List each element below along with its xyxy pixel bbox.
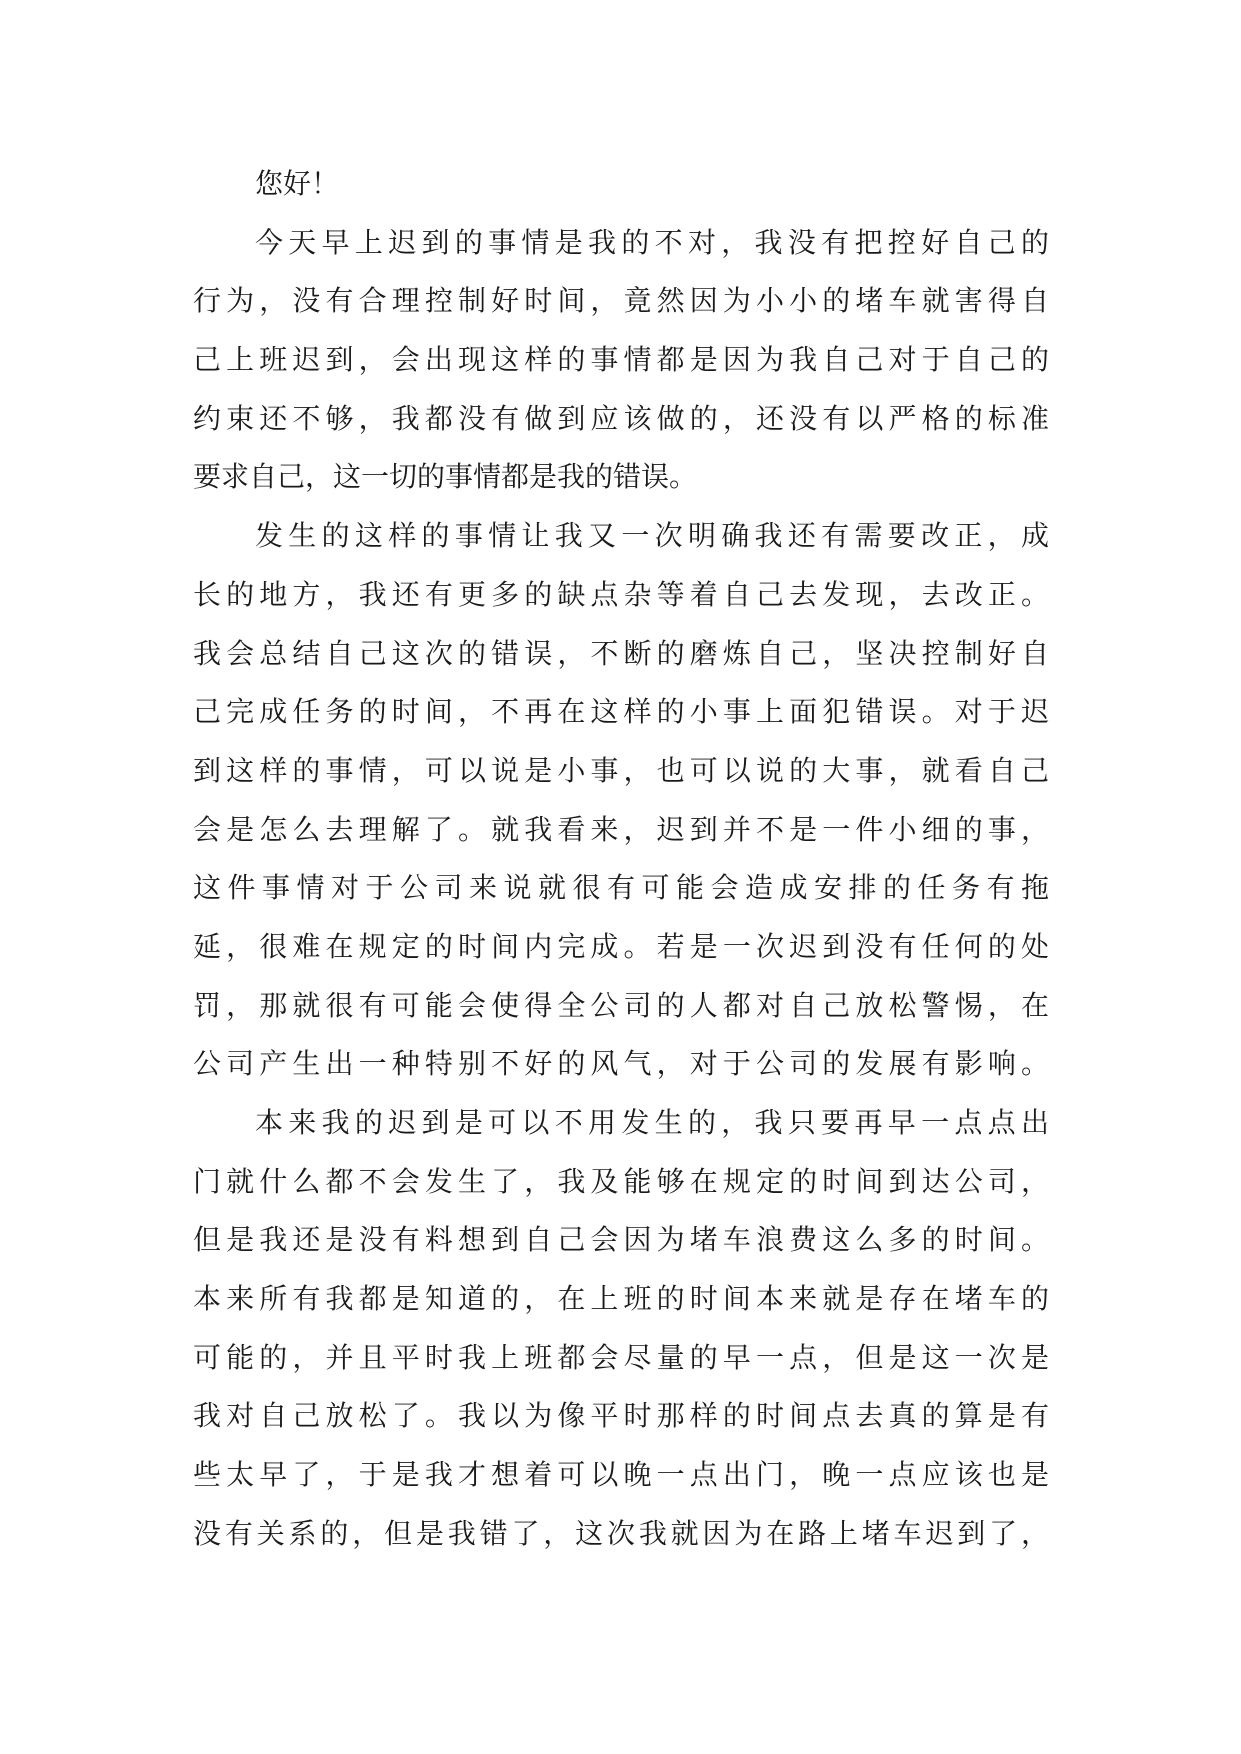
- paragraph-3-line-6: 我对自己放松了。我以为像平时那样的时间点去真的算是有: [193, 1399, 1049, 1433]
- paragraph-2-line-3: 我会总结自己这次的错误，不断的磨炼自己，坚决控制好自: [193, 636, 1049, 670]
- paragraph-3-line-1: 本来我的迟到是可以不用发生的，我只要再早一点点出: [255, 1106, 1049, 1139]
- paragraph-1-line-4: 约束还不够，我都没有做到应该做的，还没有以严格的标准: [193, 401, 1049, 435]
- paragraph-2-line-10: 公司产生出一种特别不好的风气，对于公司的发展有影响。: [193, 1047, 1049, 1081]
- paragraph-2-line-1: 发生的这样的事情让我又一次明确我还有需要改正，成: [255, 519, 1049, 553]
- paragraph-2-line-5: 到这样的事情，可以说是小事，也可以说的大事，就看自己: [193, 753, 1049, 787]
- paragraph-1-line-1: 今天早上迟到的事情是我的不对，我没有把控好自己的: [255, 225, 1049, 259]
- paragraph-3-line-2: 门就什么都不会发生了，我及能够在规定的时间到达公司，: [193, 1164, 1049, 1198]
- paragraph-1-line-3: 己上班迟到，会出现这样的事情都是因为我自己对于自己的: [193, 343, 1049, 377]
- paragraph-3-line-4: 本来所有我都是知道的，在上班的时间本来就是存在堵车的: [193, 1282, 1049, 1316]
- salutation: 您好！: [255, 167, 340, 200]
- paragraph-3-line-7: 些太早了，于是我才想着可以晚一点出门，晚一点应该也是: [193, 1458, 1049, 1492]
- paragraph-3-line-3: 但是我还是没有料想到自己会因为堵车浪费这么多的时间。: [193, 1223, 1049, 1257]
- paragraph-1-line-5: 要求自己，这一切的事情都是我的错误。: [193, 460, 698, 494]
- paragraph-2-line-8: 延，很难在规定的时间内完成。若是一次迟到没有任何的处: [193, 929, 1049, 963]
- paragraph-2-line-6: 会是怎么去理解了。就我看来，迟到并不是一件小细的事，: [193, 812, 1049, 846]
- paragraph-3-line-5: 可能的，并且平时我上班都会尽量的早一点，但是这一次是: [193, 1340, 1049, 1374]
- paragraph-1-line-2: 行为，没有合理控制好时间，竟然因为小小的堵车就害得自: [193, 284, 1049, 318]
- paragraph-2-line-7: 这件事情对于公司来说就很有可能会造成安排的任务有拖: [193, 871, 1049, 905]
- paragraph-2-line-9: 罚，那就很有可能会使得全公司的人都对自己放松警惕，在: [193, 988, 1049, 1022]
- letter-body: [193, 155, 1049, 1564]
- paragraph-2-line-2: 长的地方，我还有更多的缺点杂等着自己去发现，去改正。: [193, 577, 1049, 611]
- paragraph-3-line-8: 没有关系的，但是我错了，这次我就因为在路上堵车迟到了，: [193, 1516, 1049, 1550]
- paragraph-2-line-4: 己完成任务的时间，不再在这样的小事上面犯错误。对于迟: [193, 695, 1049, 729]
